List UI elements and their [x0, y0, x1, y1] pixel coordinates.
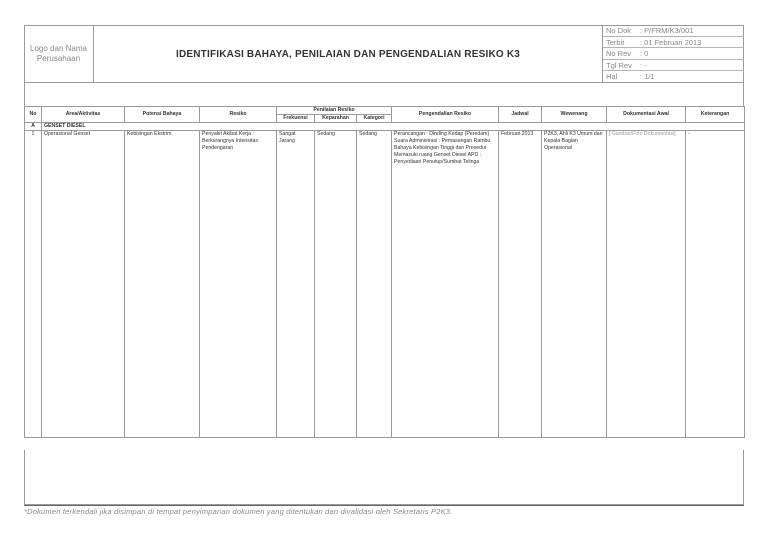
header-spacer [24, 83, 744, 106]
cell-potensi: Kebisingan Ekstrim [125, 131, 200, 438]
risk-table-wrapper [24, 106, 744, 438]
meta-key: No Rev [606, 49, 632, 59]
meta-row-no-rev [603, 48, 744, 60]
col-header-pengendalian: Pengendalian Resiko [392, 107, 499, 123]
meta-key: Terbit [606, 37, 625, 47]
cell-frekuensi: Sangat Jarang [277, 131, 315, 438]
meta-value: : 0 [640, 49, 649, 59]
col-header-penilaian: Penilaian Resiko [277, 107, 392, 115]
table-row [25, 131, 745, 438]
section-name: GENSET DIESEL [42, 123, 745, 131]
meta-value: : 01 Februari 2013 [640, 37, 702, 47]
footer-divider [24, 505, 744, 506]
cell-pengendalian: Perancangan : Dinding Kedap (Peredam) Suara Administrasi : Pemasangan Rambu Bahaya Kebisingan Tinggi dan Prosedur Memasuki ruang Genset Diesel APD : Penyediaan Penutup/Sumbat Telinga [392, 131, 499, 438]
col-header-frekuensi: Frekuensi [277, 115, 315, 123]
cell-area: Operasional Genset [42, 131, 125, 438]
table-bottom-space [24, 450, 744, 505]
risk-table [24, 106, 745, 438]
cell-jadwal: Februari 2013 [499, 131, 542, 438]
cell-keterangan: - [686, 131, 745, 438]
col-header-potensi: Potensi Bahaya [125, 107, 200, 123]
col-header-keparahan: Keparahan [315, 115, 357, 123]
table-header-row [25, 107, 745, 115]
meta-value: : - [640, 60, 647, 70]
col-header-wewenang: Wewenang [542, 107, 607, 123]
col-header-dokumentasi: Dokumentasi Awal [607, 107, 686, 123]
meta-row-tgl-rev [603, 60, 744, 72]
meta-key: Hal [606, 72, 618, 82]
document-meta [602, 25, 744, 83]
meta-row-terbit [603, 37, 744, 49]
col-header-keterangan: Keterangan [686, 107, 745, 123]
col-header-area: Area/Aktivitas [42, 107, 125, 123]
cell-kategori: Sedang [357, 131, 392, 438]
col-header-jadwal: Jadwal [499, 107, 542, 123]
logo-text: Logo dan Nama Perusahaan [30, 44, 87, 63]
meta-row-no-dok [603, 25, 744, 37]
col-header-resiko: Resiko [200, 107, 277, 123]
meta-value: : 1/1 [640, 72, 655, 82]
col-header-kategori: Kategori [357, 115, 392, 123]
meta-value: : P/FRM/K3/001 [640, 26, 694, 35]
cell-wewenang: P2K3, Ahli K3 Umum dan Kepala Bagian Operasional [542, 131, 607, 438]
meta-key: Tgl Rev [606, 60, 632, 70]
document-title: IDENTIFIKASI BAHAYA, PENILAIAN DAN PENGENDALIAN RESIKO K3 [175, 48, 521, 60]
cell-no: 1 [25, 131, 42, 438]
cell-resiko: Penyakit Akibat Kerja : Berkurangnya Intensitas Pendengaran [200, 131, 277, 438]
cell-keparahan: Sedang [315, 131, 357, 438]
col-header-no: No [25, 107, 42, 123]
footer-note: *Dokumen terkendali jika disimpan di tempat penyimpanan dokumen yang ditentukan dan divalidasi oleh Sekretaris P2K3. [24, 507, 453, 516]
section-row [25, 123, 745, 131]
company-logo-placeholder [24, 25, 94, 83]
meta-key: No Dok [606, 26, 632, 35]
section-code: A [25, 123, 42, 131]
cell-dokumentasi: [ Gambar/Foto Dokumentasi] [607, 131, 686, 438]
meta-row-hal [603, 71, 744, 83]
